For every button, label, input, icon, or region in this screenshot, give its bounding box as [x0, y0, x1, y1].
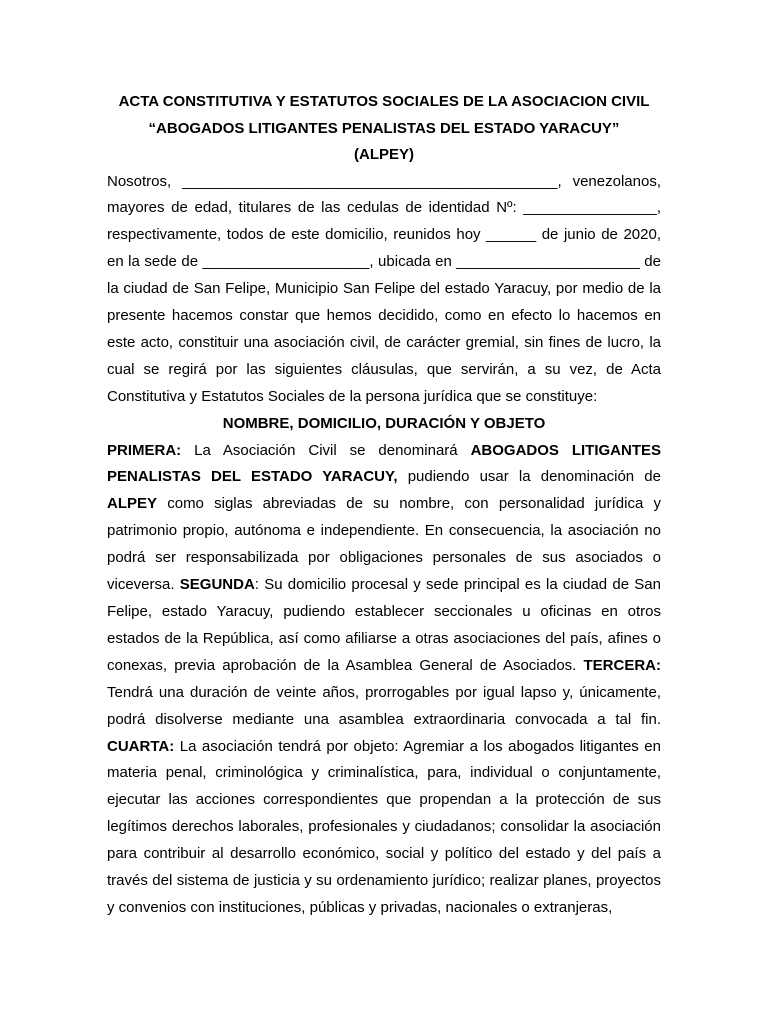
title-line-1: ACTA CONSTITUTIVA Y ESTATUTOS SOCIALES DE LA ASOCIACION CIVIL — [118, 93, 650, 110]
intro-paragraph: Nosotros, _____________________________________________, venezolanos, mayores de edad, titulares de las cedulas de identidad Nº: ________________, respectivamente, todos de este domicilio, reunidos hoy ______ de junio de 2020, en la sede de ____________________, ubicada en ______________________ de la ciudad de San Felipe, Municipio San Felipe del estado Yaracuy, por medio de la presente hacemos constar que hemos decidido, como en efecto lo hacemos en este acto, constituir una asociación civil, de carácter gremial, sin fines de lucro, la cual se regirá por las siguientes cláusulas, que servirán, a su vez, de Acta Constitutiva y Estatutos Sociales de la persona jurídica que se constituye: — [107, 172, 661, 405]
title-line-2: “ABOGADOS LITIGANTES PENALISTAS DEL ESTADO YARACUY” — [148, 119, 620, 137]
clause-segunda-text: : Su domicilio procesal y sede principal es la ciudad de San Felipe, estado Yaracuy, pudiendo establecer seccionales u oficinas en otros estados de la República, así como afiliarse a otras asociaciones del país, afines o conexas, previa aprobación de la Asamblea General de Asociados. — [107, 576, 661, 674]
document-title — [107, 89, 661, 169]
clause-primera-label: PRIMERA: — [107, 441, 182, 459]
association-acronym: ALPEY — [107, 495, 158, 513]
title-line-3: (ALPEY) — [354, 146, 414, 163]
clause-primera-text-3: como siglas abreviadas de su nombre, con personalidad jurídica y patrimonio propio, autónoma e independiente. En consecuencia, la asociación no podrá ser responsabilizada por obligaciones personales de sus asociados o viceversa. — [107, 495, 661, 594]
clause-segunda-label: SEGUNDA — [179, 576, 255, 594]
clause-cuarta-label: CUARTA: — [107, 737, 175, 755]
section-heading: NOMBRE, DOMICILIO, DURACIÓN Y OBJETO — [222, 414, 546, 432]
clause-primera-text-2: pudiendo usar la denominación de — [397, 468, 661, 486]
clause-primera-text-1: La Asociación Civil se denominará — [181, 441, 471, 459]
clause-tercera-label: TERCERA: — [583, 656, 661, 674]
clause-cuarta-text: La asociación tendrá por objeto: Agremiar a los abogados litigantes en materia penal, criminológica y criminalística, para, individual o conjuntamente, ejecutar las acciones correspondientes que propendan a la protección de sus legítimos derechos laborales, profesionales y ciudadanos; consolidar la asociación para contribuir al desarrollo económico, social y político del estado y del país a través del sistema de justicia y su ordenamiento jurídico; realizar planes, proyectos y convenios con instituciones, públicas y privadas, nacionales o extranjeras, — [107, 737, 661, 916]
clause-tercera-text: Tendrá una duración de veinte años, prorrogables por igual lapso y, únicamente, podrá disolverse mediante una asamblea extraordinaria convocada a tal fin. — [107, 683, 661, 728]
document-body — [107, 89, 661, 922]
association-name: ABOGADOS LITIGANTES PENALISTAS DEL ESTADO YARACUY, — [107, 441, 661, 486]
clauses-paragraph — [107, 438, 661, 922]
